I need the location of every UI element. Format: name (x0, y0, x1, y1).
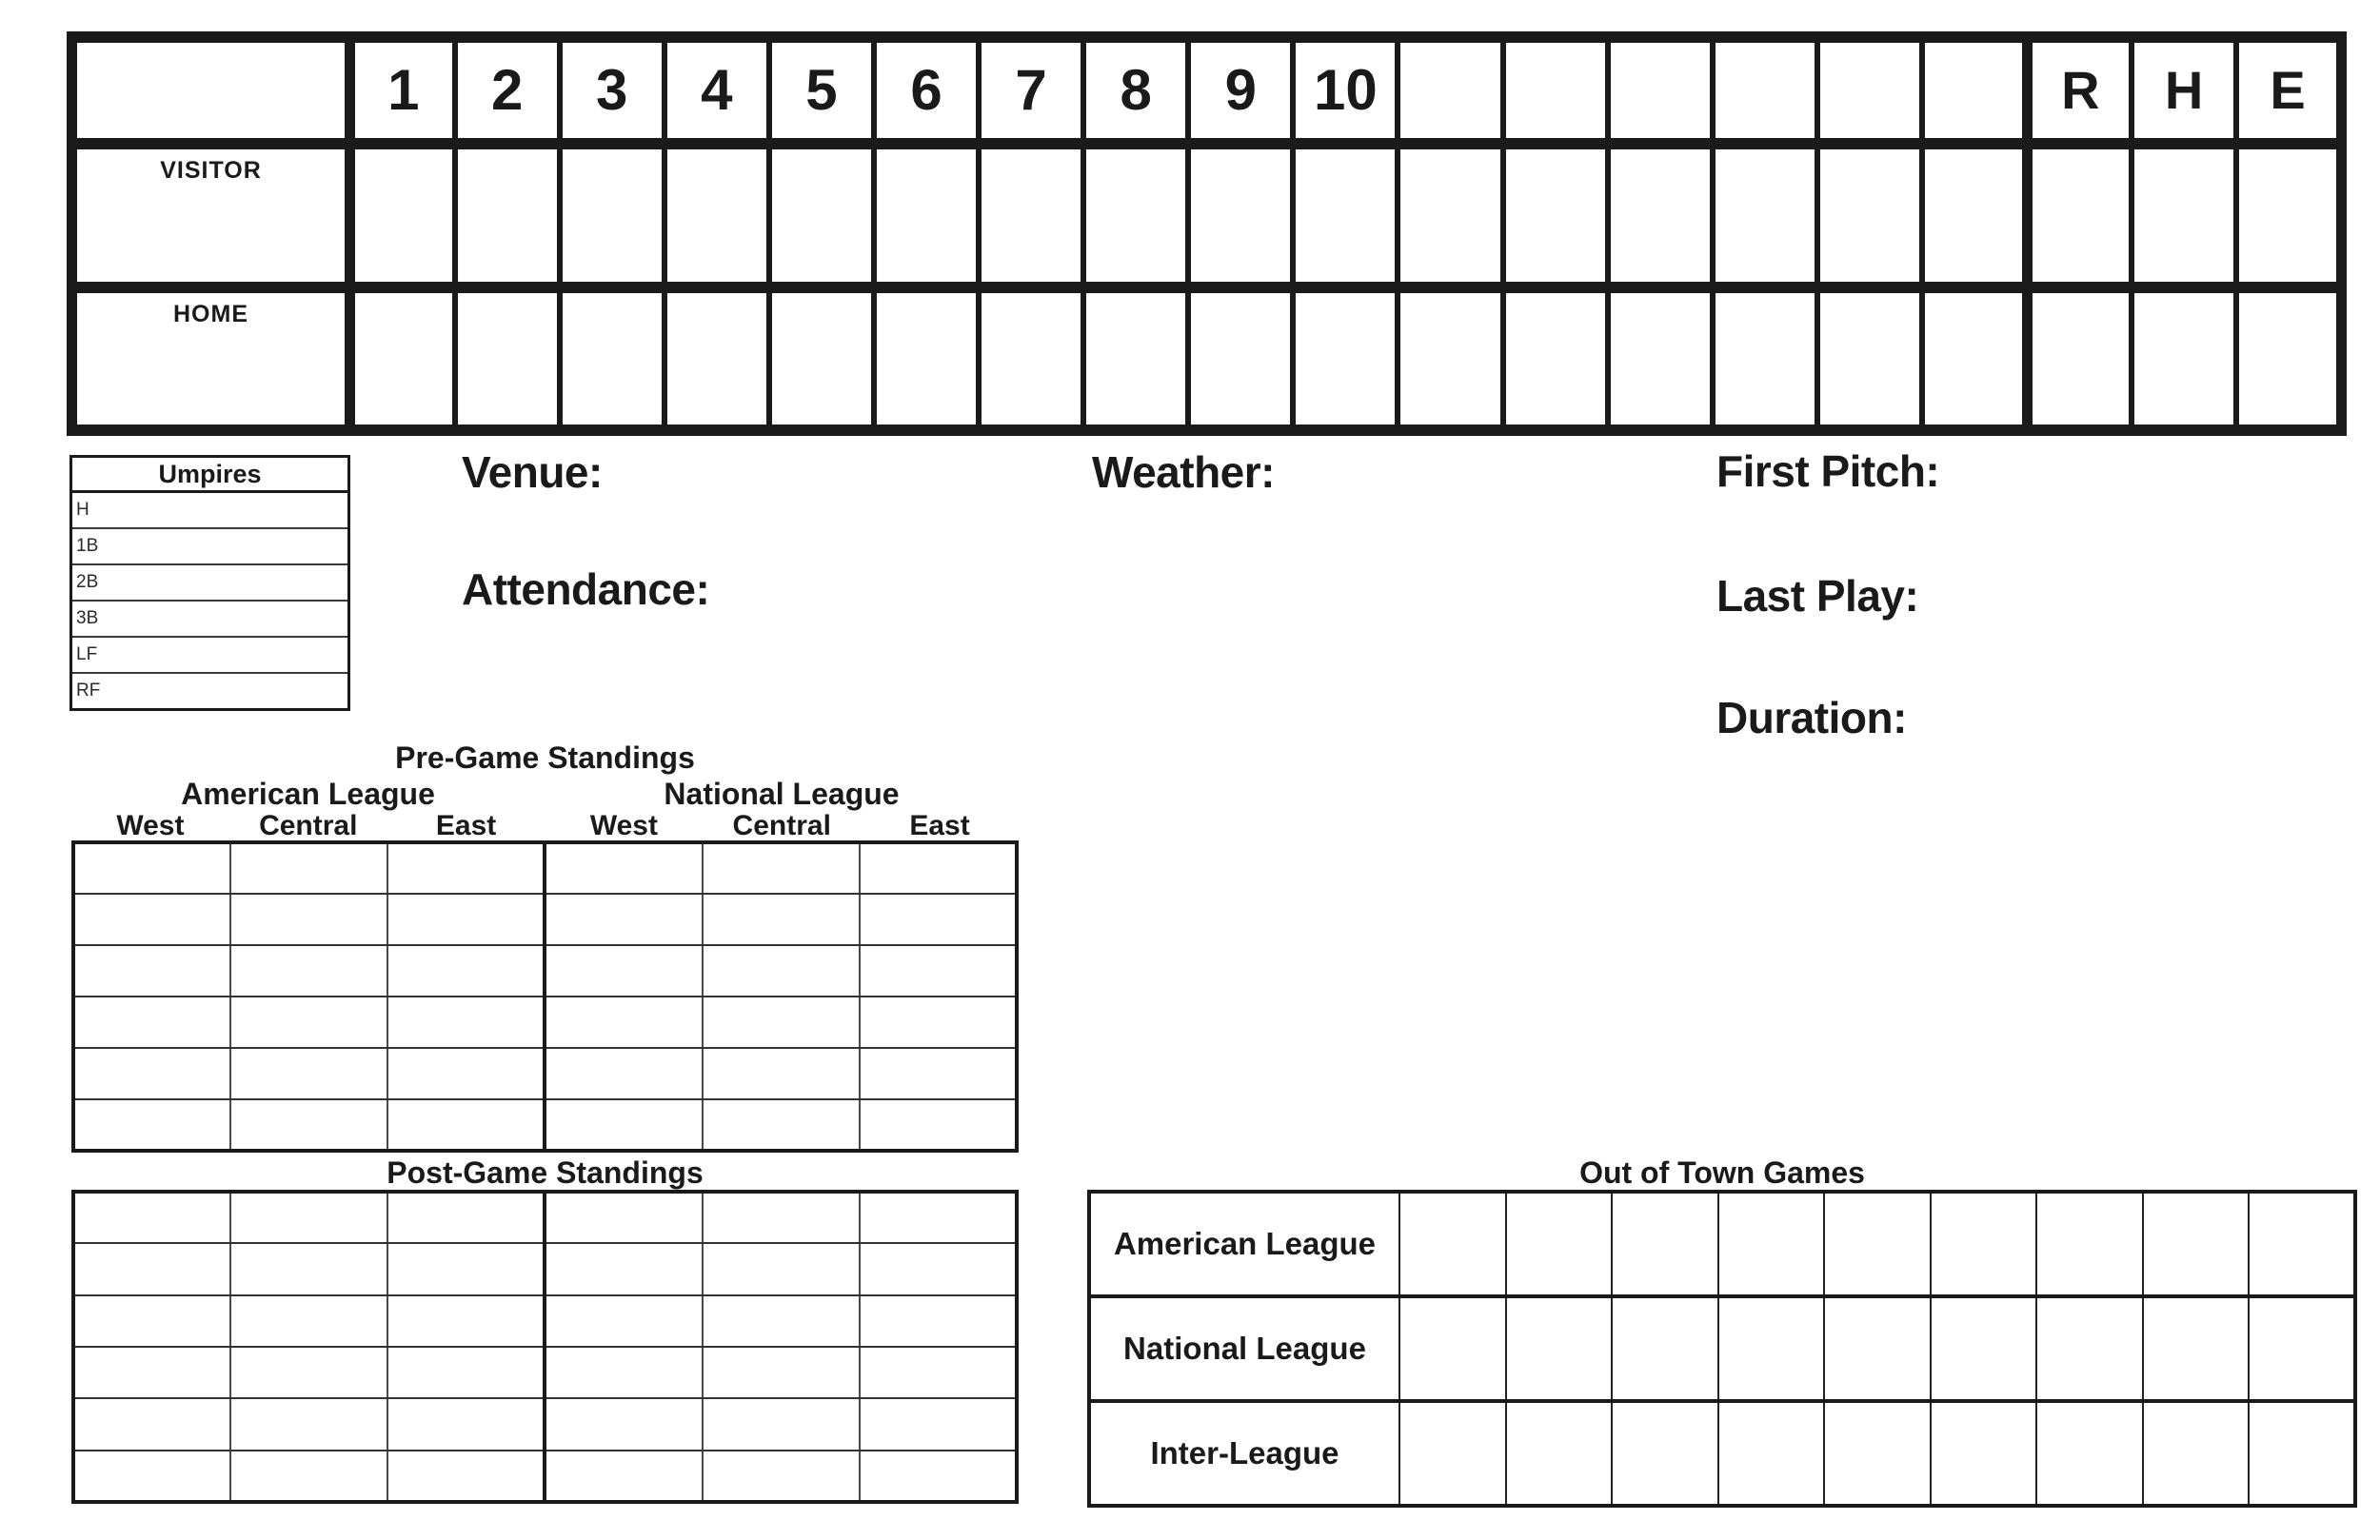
standings-cell[interactable] (230, 1192, 387, 1243)
visitor-score-cell[interactable] (1293, 144, 1398, 286)
standings-cell[interactable] (73, 1347, 230, 1398)
out-of-town-score-cell[interactable] (1506, 1296, 1613, 1401)
post-game-standings-table (71, 1190, 1019, 1504)
umpire-name-cell-3b[interactable] (71, 601, 349, 637)
inning-number-header: 7 (979, 37, 1083, 144)
visitor-score-cell[interactable] (1817, 144, 1922, 286)
standings-cell[interactable] (230, 1451, 387, 1502)
extra-inning-header-blank (1922, 37, 2027, 144)
last-play-label: Last Play: (1716, 571, 1919, 621)
visitor-score-cell[interactable] (1608, 144, 1713, 286)
division-header-nl-west: West (589, 810, 658, 841)
umpire-position-label: H (76, 500, 89, 520)
standings-cell[interactable] (860, 1048, 1017, 1099)
umpire-name-cell-2b[interactable] (71, 564, 349, 601)
pre-game-standings-title: Pre-Game Standings (395, 740, 695, 775)
out-of-town-score-cell[interactable] (1824, 1401, 1931, 1506)
standings-cell[interactable] (73, 1398, 230, 1450)
home-score-cell[interactable] (2236, 287, 2341, 430)
standings-cell[interactable] (230, 1099, 387, 1151)
out-of-town-score-cell[interactable] (1718, 1192, 1825, 1296)
out-of-town-score-cell[interactable] (1612, 1401, 1718, 1506)
standings-cell[interactable] (545, 1295, 702, 1347)
standings-cell[interactable] (703, 1243, 860, 1294)
standings-cell[interactable] (703, 1347, 860, 1398)
extra-inning-header-blank (1817, 37, 1922, 144)
out-of-town-score-cell[interactable] (1506, 1401, 1613, 1506)
division-header-al-west: West (116, 810, 185, 841)
standings-cell[interactable] (703, 894, 860, 945)
standings-cell[interactable] (387, 1347, 545, 1398)
standings-cell[interactable] (387, 1099, 545, 1151)
home-score-cell[interactable] (979, 287, 1083, 430)
out-of-town-score-cell[interactable] (1824, 1192, 1931, 1296)
errors-header: E (2236, 37, 2341, 144)
umpire-position-label: 3B (76, 608, 99, 628)
standings-cell[interactable] (73, 894, 230, 945)
standings-cell[interactable] (387, 1243, 545, 1294)
inning-number-header: 8 (1083, 37, 1188, 144)
standings-cell[interactable] (860, 1398, 1017, 1450)
out-of-town-score-cell[interactable] (1399, 1296, 1506, 1401)
standings-cell[interactable] (230, 842, 387, 894)
out-of-town-score-cell[interactable] (1612, 1192, 1718, 1296)
standings-cell[interactable] (387, 1451, 545, 1502)
visitor-score-cell[interactable] (2132, 144, 2236, 286)
umpire-name-cell-rf[interactable] (71, 673, 349, 710)
visitor-score-cell[interactable] (2236, 144, 2341, 286)
home-score-cell[interactable] (455, 287, 560, 430)
visitor-score-cell[interactable] (560, 144, 664, 286)
visitor-score-cell[interactable] (874, 144, 979, 286)
visitor-score-cell[interactable] (664, 144, 769, 286)
standings-cell[interactable] (545, 1398, 702, 1450)
visitor-score-cell[interactable] (1188, 144, 1293, 286)
standings-cell[interactable] (387, 894, 545, 945)
umpires-table-title: Umpires (71, 457, 349, 492)
standings-cell[interactable] (545, 997, 702, 1048)
standings-cell[interactable] (73, 997, 230, 1048)
home-score-cell[interactable] (1922, 287, 2027, 430)
standings-cell[interactable] (73, 1243, 230, 1294)
standings-cell[interactable] (387, 945, 545, 997)
out-of-town-row-label: Inter-League (1089, 1401, 1399, 1506)
standings-cell[interactable] (230, 997, 387, 1048)
standings-cell[interactable] (860, 1451, 1017, 1502)
out-of-town-score-cell[interactable] (1399, 1401, 1506, 1506)
out-of-town-score-cell[interactable] (2249, 1296, 2355, 1401)
visitor-score-cell[interactable] (1713, 144, 1817, 286)
out-of-town-score-cell[interactable] (1718, 1296, 1825, 1401)
standings-cell[interactable] (860, 1099, 1017, 1151)
umpire-position-label: RF (76, 681, 101, 701)
standings-cell[interactable] (703, 1099, 860, 1151)
visitor-score-cell[interactable] (1083, 144, 1188, 286)
out-of-town-score-cell[interactable] (2249, 1401, 2355, 1506)
standings-cell[interactable] (703, 1398, 860, 1450)
out-of-town-score-cell[interactable] (2036, 1192, 2143, 1296)
standings-cell[interactable] (860, 894, 1017, 945)
inning-number-header: 9 (1188, 37, 1293, 144)
division-headers (71, 810, 1019, 841)
standings-cell[interactable] (860, 1243, 1017, 1294)
inning-number-header: 10 (1293, 37, 1398, 144)
standings-cell[interactable] (230, 945, 387, 997)
out-of-town-games-table (1087, 1190, 2357, 1508)
standings-cell[interactable] (703, 842, 860, 894)
home-score-cell[interactable] (1608, 287, 1713, 430)
visitor-score-cell[interactable] (1398, 144, 1502, 286)
home-score-cell[interactable] (1713, 287, 1817, 430)
inning-number-header: 6 (874, 37, 979, 144)
home-score-cell[interactable] (1503, 287, 1608, 430)
home-label-cell: HOME (72, 287, 350, 430)
home-score-cell[interactable] (1188, 287, 1293, 430)
out-of-town-score-cell[interactable] (1824, 1296, 1931, 1401)
standings-cell[interactable] (73, 945, 230, 997)
inning-number-header: 1 (350, 37, 455, 144)
out-of-town-row-label: National League (1089, 1296, 1399, 1401)
inning-number-header: 2 (455, 37, 560, 144)
division-header-al-east: East (435, 810, 497, 841)
inning-number-header: 4 (664, 37, 769, 144)
standings-cell[interactable] (860, 1295, 1017, 1347)
out-of-town-score-cell[interactable] (1931, 1401, 2037, 1506)
visitor-score-cell[interactable] (979, 144, 1083, 286)
standings-cell[interactable] (703, 1451, 860, 1502)
linescore-scoreboard (67, 31, 2347, 436)
standings-cell[interactable] (387, 1295, 545, 1347)
standings-cell[interactable] (387, 1398, 545, 1450)
home-score-cell[interactable] (350, 287, 455, 430)
division-header-nl-east: East (909, 810, 970, 841)
standings-cell[interactable] (860, 945, 1017, 997)
standings-cell[interactable] (860, 997, 1017, 1048)
umpires-table (69, 455, 350, 711)
visitor-score-cell[interactable] (455, 144, 560, 286)
out-of-town-score-cell[interactable] (2143, 1192, 2250, 1296)
out-of-town-score-cell[interactable] (2036, 1296, 2143, 1401)
standings-cell[interactable] (545, 945, 702, 997)
division-header-al-central: Central (259, 810, 358, 841)
umpire-position-label: 1B (76, 536, 99, 556)
umpire-name-cell-lf[interactable] (71, 637, 349, 673)
standings-cell[interactable] (545, 894, 702, 945)
out-of-town-score-cell[interactable] (2036, 1401, 2143, 1506)
standings-cell[interactable] (387, 1192, 545, 1243)
hits-header: H (2132, 37, 2236, 144)
standings-cell[interactable] (545, 1347, 702, 1398)
umpire-name-cell-h[interactable] (71, 492, 349, 529)
umpire-name-cell-1b[interactable] (71, 528, 349, 564)
standings-cell[interactable] (545, 1192, 702, 1243)
extra-inning-header-blank (1713, 37, 1817, 144)
umpire-position-label: LF (76, 644, 98, 664)
standings-cell[interactable] (230, 1398, 387, 1450)
venue-label: Venue: (462, 447, 603, 497)
out-of-town-score-cell[interactable] (1718, 1401, 1825, 1506)
standings-cell[interactable] (703, 997, 860, 1048)
attendance-label: Attendance: (462, 564, 710, 614)
standings-cell[interactable] (860, 1347, 1017, 1398)
standings-cell[interactable] (73, 842, 230, 894)
standings-cell[interactable] (230, 894, 387, 945)
umpire-position-label: 2B (76, 572, 99, 592)
division-header-nl-central: Central (732, 810, 831, 841)
standings-cell[interactable] (230, 1048, 387, 1099)
standings-cell[interactable] (73, 1099, 230, 1151)
standings-cell[interactable] (545, 1243, 702, 1294)
standings-cell[interactable] (73, 1295, 230, 1347)
standings-cell[interactable] (703, 1295, 860, 1347)
inning-number-header: 3 (560, 37, 664, 144)
out-of-town-score-cell[interactable] (1506, 1192, 1613, 1296)
out-of-town-games-title: Out of Town Games (1579, 1155, 1865, 1190)
american-league-heading: American League (181, 777, 435, 811)
visitor-score-cell[interactable] (350, 144, 455, 286)
standings-cell[interactable] (73, 1451, 230, 1502)
standings-cell[interactable] (230, 1295, 387, 1347)
visitor-score-cell[interactable] (769, 144, 874, 286)
extra-inning-header-blank (1398, 37, 1502, 144)
home-score-cell[interactable] (560, 287, 664, 430)
home-score-cell[interactable] (1293, 287, 1398, 430)
standings-cell[interactable] (703, 1192, 860, 1243)
standings-cell[interactable] (387, 1048, 545, 1099)
pre-game-standings-table (71, 840, 1019, 1153)
standings-cell[interactable] (230, 1347, 387, 1398)
home-score-cell[interactable] (769, 287, 874, 430)
home-score-cell[interactable] (2027, 287, 2132, 430)
visitor-score-cell[interactable] (2027, 144, 2132, 286)
standings-cell[interactable] (545, 1048, 702, 1099)
standings-cell[interactable] (545, 1451, 702, 1502)
out-of-town-score-cell[interactable] (2143, 1296, 2250, 1401)
standings-cell[interactable] (387, 842, 545, 894)
out-of-town-row-label: American League (1089, 1192, 1399, 1296)
home-score-cell[interactable] (664, 287, 769, 430)
standings-cell[interactable] (860, 1192, 1017, 1243)
visitor-score-cell[interactable] (1922, 144, 2027, 286)
runs-header: R (2027, 37, 2132, 144)
scoreboard-corner-cell (72, 37, 350, 144)
standings-cell[interactable] (703, 1048, 860, 1099)
visitor-label-cell: VISITOR (72, 144, 350, 286)
out-of-town-score-cell[interactable] (1931, 1296, 2037, 1401)
home-score-cell[interactable] (1083, 287, 1188, 430)
standings-cell[interactable] (545, 1099, 702, 1151)
out-of-town-score-cell[interactable] (1399, 1192, 1506, 1296)
duration-label: Duration: (1716, 693, 1907, 742)
standings-cell[interactable] (73, 1048, 230, 1099)
extra-inning-header-blank (1608, 37, 1713, 144)
standings-cell[interactable] (230, 1243, 387, 1294)
standings-cell[interactable] (73, 1192, 230, 1243)
post-game-standings-title: Post-Game Standings (387, 1155, 704, 1190)
out-of-town-score-cell[interactable] (1931, 1192, 2037, 1296)
home-score-cell[interactable] (1817, 287, 1922, 430)
home-score-cell[interactable] (874, 287, 979, 430)
extra-inning-header-blank (1503, 37, 1608, 144)
home-score-cell[interactable] (1398, 287, 1502, 430)
first-pitch-label: First Pitch: (1716, 446, 1940, 496)
visitor-score-cell[interactable] (1503, 144, 1608, 286)
inning-number-header: 5 (769, 37, 874, 144)
out-of-town-score-cell[interactable] (2249, 1192, 2355, 1296)
standings-cell[interactable] (545, 842, 702, 894)
national-league-heading: National League (664, 777, 900, 811)
standings-cell[interactable] (860, 842, 1017, 894)
weather-label: Weather: (1092, 447, 1275, 497)
standings-cell[interactable] (703, 945, 860, 997)
out-of-town-score-cell[interactable] (2143, 1401, 2250, 1506)
standings-cell[interactable] (387, 997, 545, 1048)
home-score-cell[interactable] (2132, 287, 2236, 430)
out-of-town-score-cell[interactable] (1612, 1296, 1718, 1401)
